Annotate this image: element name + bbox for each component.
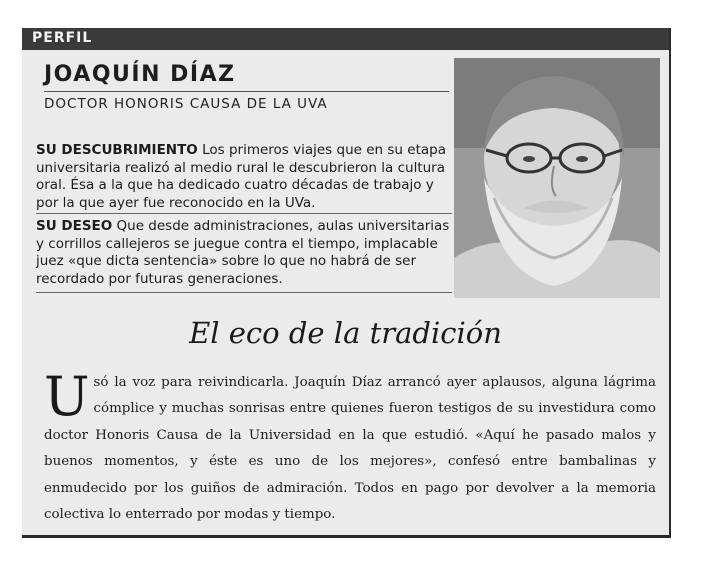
portrait-illustration xyxy=(454,58,660,298)
article-body xyxy=(44,365,656,528)
item-lead: SU DESEO xyxy=(36,218,113,234)
item-divider xyxy=(36,292,452,293)
item-text: Los primeros viajes que en su etapa universitaria realizó al medio rural le descubrieron la cultura oral. Ésa a la que ha dedicado cuatro décadas de trabajo y por la que ayer fue reconocido en la UVa. xyxy=(36,142,446,211)
profile-item-wish xyxy=(36,218,456,288)
profile-subtitle: DOCTOR HONORIS CAUSA DE LA UVA xyxy=(44,96,328,112)
profile-item-discovery xyxy=(36,142,456,212)
bottom-divider xyxy=(22,535,669,536)
item-text: Que desde administraciones, aulas universitarias y corrillos callejeros se juegue contra el tiempo, implacable juez «que dicta sentencia» sobre lo que no habrá de ser recordado por futuras generaciones. xyxy=(36,218,450,287)
item-divider xyxy=(36,213,452,214)
article-headline: El eco de la tradición xyxy=(189,316,502,350)
profile-name: JOAQUÍN DÍAZ xyxy=(44,62,236,87)
newspaper-clipping xyxy=(22,28,671,538)
name-divider xyxy=(44,91,449,92)
item-lead: SU DESCUBRIMIENTO xyxy=(36,142,198,158)
section-label: PERFIL xyxy=(32,30,93,46)
section-bar xyxy=(22,28,669,50)
portrait-photo xyxy=(454,58,660,298)
article-body-text: só la voz para reivindicarla. Joaquín Díaz arrancó ayer aplausos, alguna lágrima cómplice y muchas sonrisas entre quienes fueron testigos de su investidura como doctor Honoris Causa de la Universidad en la que estudió. «Aquí he pasado malos y buenos momentos, y éste es uno de los mejores», confesó entre bambalinas y enmudecido por los guiños de admiración. Todos en pago por devolver a la memoria colectiva lo enterrado por modas y tiempo. xyxy=(44,375,656,523)
drop-cap: U xyxy=(44,365,90,428)
